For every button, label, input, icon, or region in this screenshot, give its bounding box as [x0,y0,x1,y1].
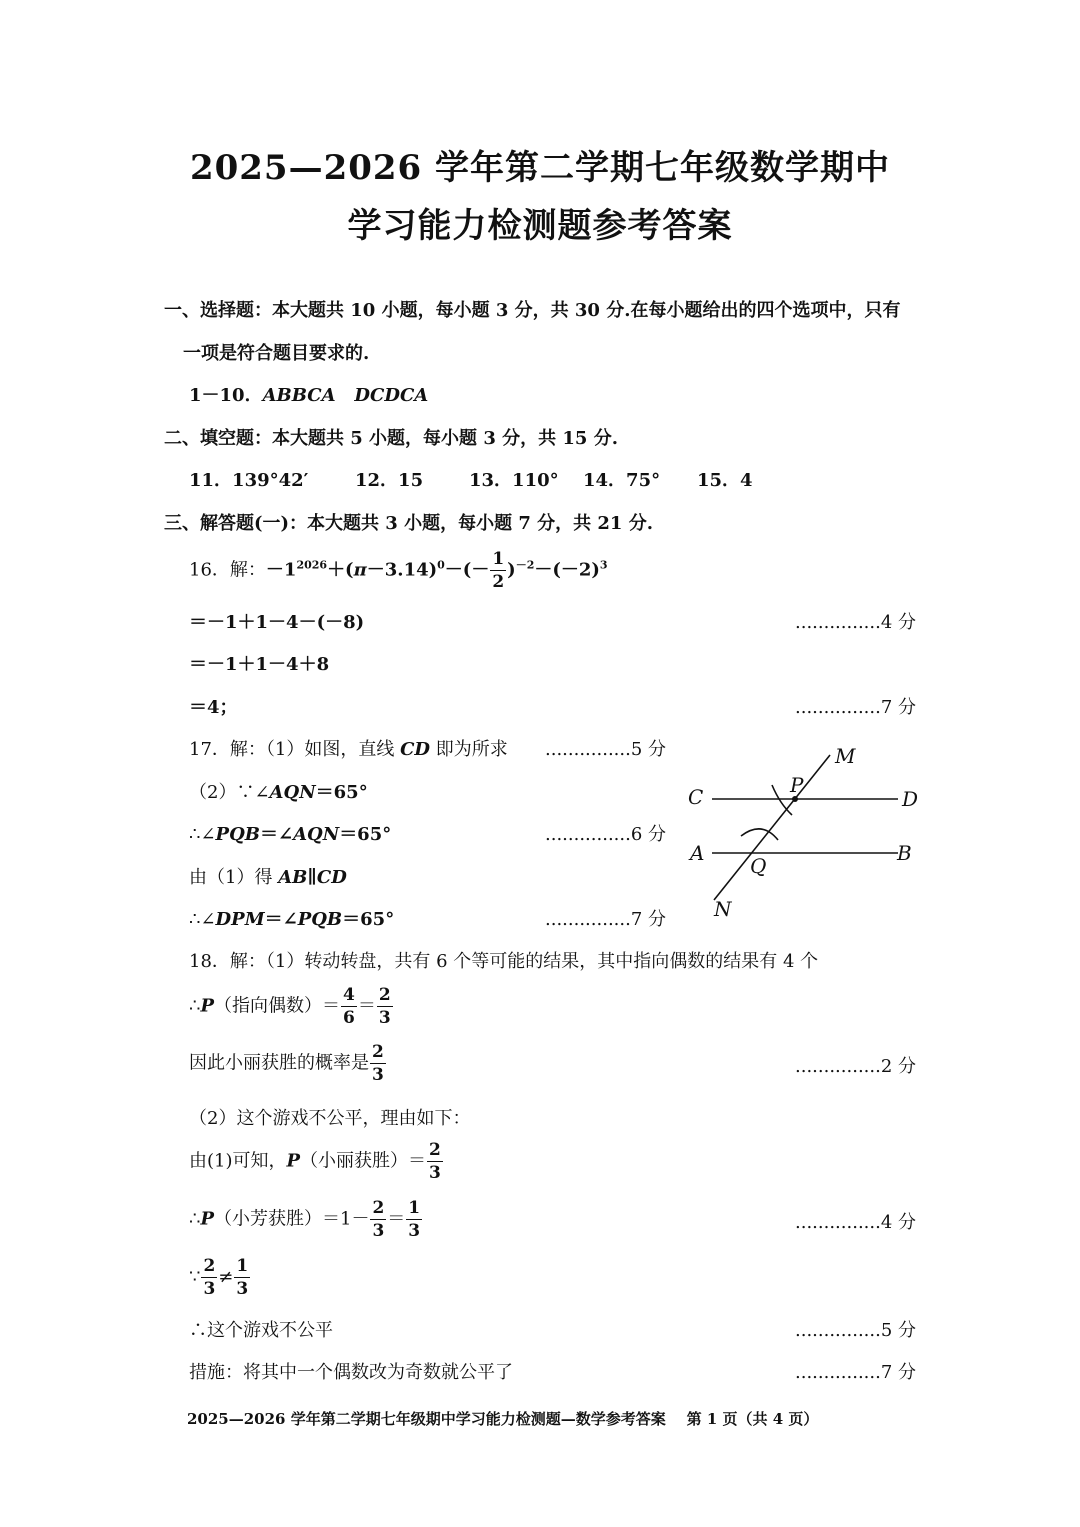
q18-text: 由(1)可知， [189,1150,287,1172]
answers-group-b: DCDCA [354,385,429,406]
fraction-denominator: 3 [429,1163,441,1183]
q17-text: ＝65° [315,782,368,803]
fraction-numerator: 1 [236,1256,249,1276]
footer-title: 2025—2026 学年第二学期七年级期中学习能力检测题—数学参考答案 [187,1410,666,1428]
q18-var: P [200,1208,214,1230]
q17-text: ＝∠ [259,824,294,845]
label-c: C [688,785,704,809]
label-q: Q [750,854,767,878]
label-b: B [897,841,912,865]
q16-fraction [490,548,506,593]
q16-step2: ＝－1＋1－4＋8 [189,654,330,675]
label-a: A [690,841,705,865]
label-p: P [790,773,804,797]
q18-text: ∵ [189,1266,201,1288]
q18-text: ∴ [189,995,201,1017]
q18-fraction [201,1255,217,1300]
q18-line7 [189,1255,251,1300]
q18-text: 18．解：（1）转动转盘，共有 6 个等可能的结果，其中指向偶数的结果有 4 个 [189,951,819,972]
q17-line2 [189,778,368,804]
fraction-denominator: 3 [378,1008,391,1028]
q17-line1-points: ...............5 分 [545,739,666,760]
q17-text: ＝∠ [264,909,298,930]
q18-fraction [370,1041,386,1086]
q18-line9-points: ...............7 分 [795,1362,916,1383]
q18-fraction [406,1197,422,1242]
q18-text: 因此小丽获胜的概率是 [189,1052,369,1074]
section1-heading: 一、选择题：本大题共 10 小题，每小题 3 分，共 30 分.在每小题给出的四个选项中，只有 [164,300,901,321]
q18-line3 [189,1041,387,1086]
label-d: D [902,787,919,811]
q18-fraction [341,984,357,1029]
q18-line5 [189,1139,444,1184]
fraction-denominator: 3 [203,1279,216,1299]
q18-text: （小丽获胜）＝ [300,1150,427,1172]
q18-fraction [427,1139,443,1184]
q18-var: P [200,995,214,1017]
q16-exponent: 2026 [296,558,328,572]
q17-text: 17．解：（1）如图，直线 [189,739,401,760]
fill-answer-12: 12．15 [355,470,424,491]
q18-text: ＝ [357,995,376,1017]
q17-text: ＝65° [342,909,395,930]
label-n: N [714,897,732,921]
page-number: 第 1 页（共 4 页） [686,1410,819,1428]
fraction-denominator: 3 [372,1065,384,1085]
fraction-numerator: 1 [408,1198,421,1218]
q17-text: ∴∠ [189,824,216,845]
q16-step1: ＝－1＋1－4－(－8) [189,612,365,633]
q18-line1 [189,947,818,973]
q17-text: （2）∵∠ [189,782,270,803]
q18-fraction [377,984,393,1029]
q18-text: （指向偶数）＝ [214,995,340,1017]
q16-term: －1 [265,559,297,581]
q17-line5 [189,905,394,931]
q16-term: ＋( [327,559,354,581]
section1-answers [189,381,428,407]
q18-fraction [370,1197,386,1242]
q18-line3-points: ...............2 分 [795,1056,916,1077]
q18-line9: 措施：将其中一个偶数改为奇数就公平了 [189,1362,513,1383]
answers-group-a: ABBCA [262,385,336,406]
q18-var: P [286,1150,301,1172]
q17-text: 即为所求 [430,739,508,760]
q18-text: ＝ [387,1208,406,1230]
q18-text: ∴ [189,1208,201,1230]
fraction-numerator: 1 [492,549,505,569]
q17-text: ∴∠ [189,909,216,930]
q17-var: PQB [215,824,260,845]
q16-exponent: －2 [515,558,535,572]
fill-answer-11: 11．139°42′ [189,470,309,491]
q16-step3: ＝4； [189,697,238,718]
q17-text: ＝65° [339,824,392,845]
q17-line3 [189,820,391,846]
q16-exponent: 3 [599,558,608,572]
q17-line4 [189,863,347,889]
section1-heading-cont: 一项是符合题目要求的. [183,343,370,364]
fraction-numerator: 2 [429,1140,441,1160]
q18-fraction [234,1255,250,1300]
q16-term: －3.14) [366,559,438,581]
fraction-numerator: 4 [343,985,355,1005]
fraction-numerator: 2 [372,1042,384,1062]
q16-step1-points: ...............4 分 [795,612,916,633]
fraction-numerator: 2 [203,1256,216,1276]
fraction-denominator: 3 [372,1221,385,1241]
q17-var: AQN [293,824,340,845]
q17-geometry-figure [680,740,930,925]
q16-term: －(－ [444,559,490,581]
page-footer [187,1408,818,1429]
fraction-denominator: 3 [408,1221,421,1241]
q18-text: ≠ [218,1266,234,1288]
document-title-line2: 学习能力检测题参考答案 [347,206,733,246]
fraction-denominator: 6 [343,1008,355,1028]
section3-heading: 三、解答题(一)：本大题共 3 小题，每小题 7 分，共 21 分. [164,513,653,534]
fill-answer-14: 14．75° [583,470,661,491]
label-m: M [835,744,856,768]
document-title-line1: 2025—2026 学年第二学期七年级数学期中 [189,148,891,188]
q16-pi: π [353,559,367,581]
q16-term: －(－2) [534,559,600,581]
line-mn [714,755,830,900]
q16-step3-points: ...............7 分 [795,697,916,718]
q18-text: （小芳获胜）＝1－ [214,1208,370,1230]
q18-line8-points: ...............5 分 [795,1320,916,1341]
q17-var: AB∥CD [278,867,347,888]
q17-line1 [189,735,508,761]
construction-arc-upper [772,785,792,815]
q17-line3-points: ...............6 分 [545,824,666,845]
q17-line5-points: ...............7 分 [545,909,666,930]
construction-arc-lower [741,829,778,840]
q16-expression [189,548,608,593]
fraction-numerator: 2 [378,985,391,1005]
fill-answer-15: 15．4 [697,470,753,491]
q16-prefix: 16．解： [189,559,266,581]
q18-line6-points: ...............4 分 [795,1212,916,1233]
fraction-denominator: 2 [492,572,505,592]
answers-prefix: 1－10． [189,385,263,406]
q16-exponent: 0 [437,558,445,572]
q17-var: CD [400,739,431,760]
fraction-numerator: 2 [372,1198,385,1218]
fraction-denominator: 3 [236,1279,249,1299]
q18-line4: （2）这个游戏不公平，理由如下： [189,1108,471,1129]
q17-text: 由（1）得 [189,867,279,888]
q17-var: AQN [269,782,316,803]
q17-var: DPM [215,909,265,930]
q18-line8: ∴这个游戏不公平 [189,1320,333,1341]
q18-line2 [189,984,394,1029]
q16-term: ) [507,559,516,581]
section2-heading: 二、填空题：本大题共 5 小题，每小题 3 分，共 15 分. [164,428,618,449]
q17-var: PQB [297,909,343,930]
fill-answer-13: 13．110° [469,470,559,491]
q18-line6 [189,1197,423,1242]
